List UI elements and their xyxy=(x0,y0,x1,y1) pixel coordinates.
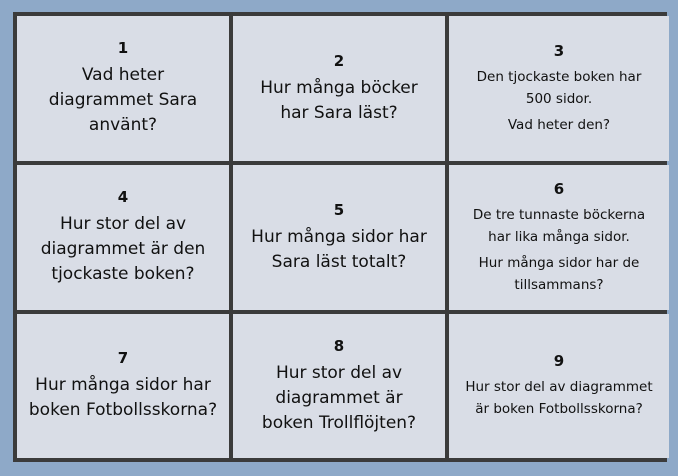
card-number: 5 xyxy=(333,200,345,219)
card-number: 9 xyxy=(553,352,565,370)
question-card-3 xyxy=(449,16,669,161)
card-number: 7 xyxy=(117,349,129,367)
question-text: Vad heter diagrammet Sara använt? xyxy=(48,65,198,135)
question-card-9 xyxy=(449,314,669,458)
card-number: 3 xyxy=(553,41,565,60)
question-card-1 xyxy=(17,16,229,161)
question-card-8 xyxy=(233,314,445,458)
question-text: Hur många sidor har boken Fotbollsskorna? xyxy=(28,375,218,420)
question-text-followup: Hur många sidor har de tillsammans? xyxy=(478,254,640,293)
question-text: Hur många böcker har Sara läst? xyxy=(260,77,418,123)
card-number: 4 xyxy=(117,188,129,206)
question-text: Hur stor del av diagrammet är den tjockaste boken? xyxy=(40,214,206,284)
question-card-2 xyxy=(233,16,445,161)
question-text: Hur stor del av diagrammet är boken Trollflöjten? xyxy=(261,362,417,433)
card-number: 2 xyxy=(333,51,345,70)
card-number: 1 xyxy=(117,39,129,57)
card-number: 6 xyxy=(553,179,565,198)
question-card-grid xyxy=(13,12,667,462)
question-card-5 xyxy=(233,165,445,310)
question-text: Hur stor del av diagrammet är boken Fotbollsskorna? xyxy=(465,379,653,417)
question-text: De tre tunnaste böckerna har lika många sidor. xyxy=(472,206,646,245)
question-text: Hur många sidor har Sara läst totalt? xyxy=(251,226,427,272)
question-text: Den tjockaste boken har 500 sidor. xyxy=(476,68,642,107)
card-number: 8 xyxy=(333,336,345,355)
question-card-7 xyxy=(17,314,229,458)
question-text-followup: Vad heter den? xyxy=(507,116,611,133)
question-card-4 xyxy=(17,165,229,310)
question-card-6 xyxy=(449,165,669,310)
